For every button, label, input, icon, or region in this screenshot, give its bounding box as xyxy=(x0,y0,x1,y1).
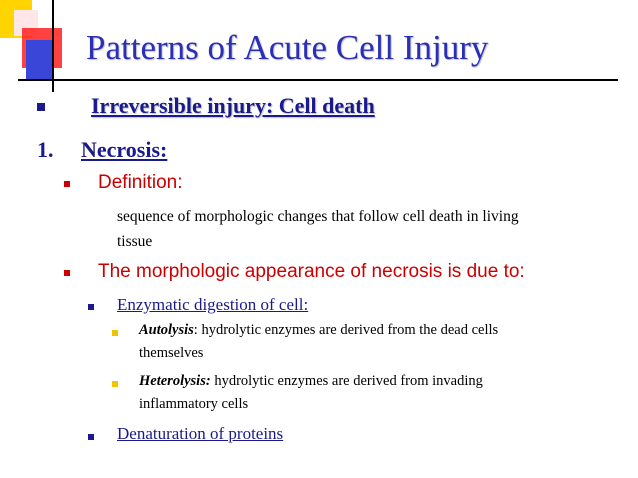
section-title: Necrosis: xyxy=(81,137,168,162)
heterolysis-line2: inflammatory cells xyxy=(139,396,249,412)
heterolysis-term: Heterolysis: xyxy=(139,373,211,389)
slide-heading: Irreversible injury: Cell death xyxy=(91,93,375,118)
definition-text-line2: tissue xyxy=(117,233,153,250)
decor-blue-square xyxy=(26,40,54,80)
autolysis-line2: themselves xyxy=(139,345,204,361)
square-bullet-icon xyxy=(112,381,118,387)
section-number: 1. xyxy=(37,137,54,162)
square-bullet-icon xyxy=(37,103,45,111)
definition-text-line1: sequence of morphologic changes that follow cell death in living xyxy=(117,208,519,225)
autolysis-text: : hydrolytic enzymes are derived from the dead cells xyxy=(193,322,499,338)
title-underline-rule xyxy=(18,79,618,81)
heterolysis-line1 xyxy=(139,373,483,390)
square-bullet-icon xyxy=(88,434,94,440)
denaturation-label: Denaturation of proteins xyxy=(117,424,284,443)
appearance-label: The morphologic appearance of necrosis is due to: xyxy=(98,261,525,282)
slide-title: Patterns of Acute Cell Injury xyxy=(86,28,489,67)
enzymatic-label: Enzymatic digestion of cell: xyxy=(117,295,309,314)
heterolysis-text: hydrolytic enzymes are derived from invading xyxy=(210,373,483,389)
square-bullet-icon xyxy=(64,181,70,187)
square-bullet-icon xyxy=(88,304,94,310)
definition-label: Definition: xyxy=(98,172,183,193)
autolysis-term: Autolysis xyxy=(139,322,194,338)
square-bullet-icon xyxy=(64,270,70,276)
square-bullet-icon xyxy=(112,330,118,336)
autolysis-line1 xyxy=(139,322,498,339)
